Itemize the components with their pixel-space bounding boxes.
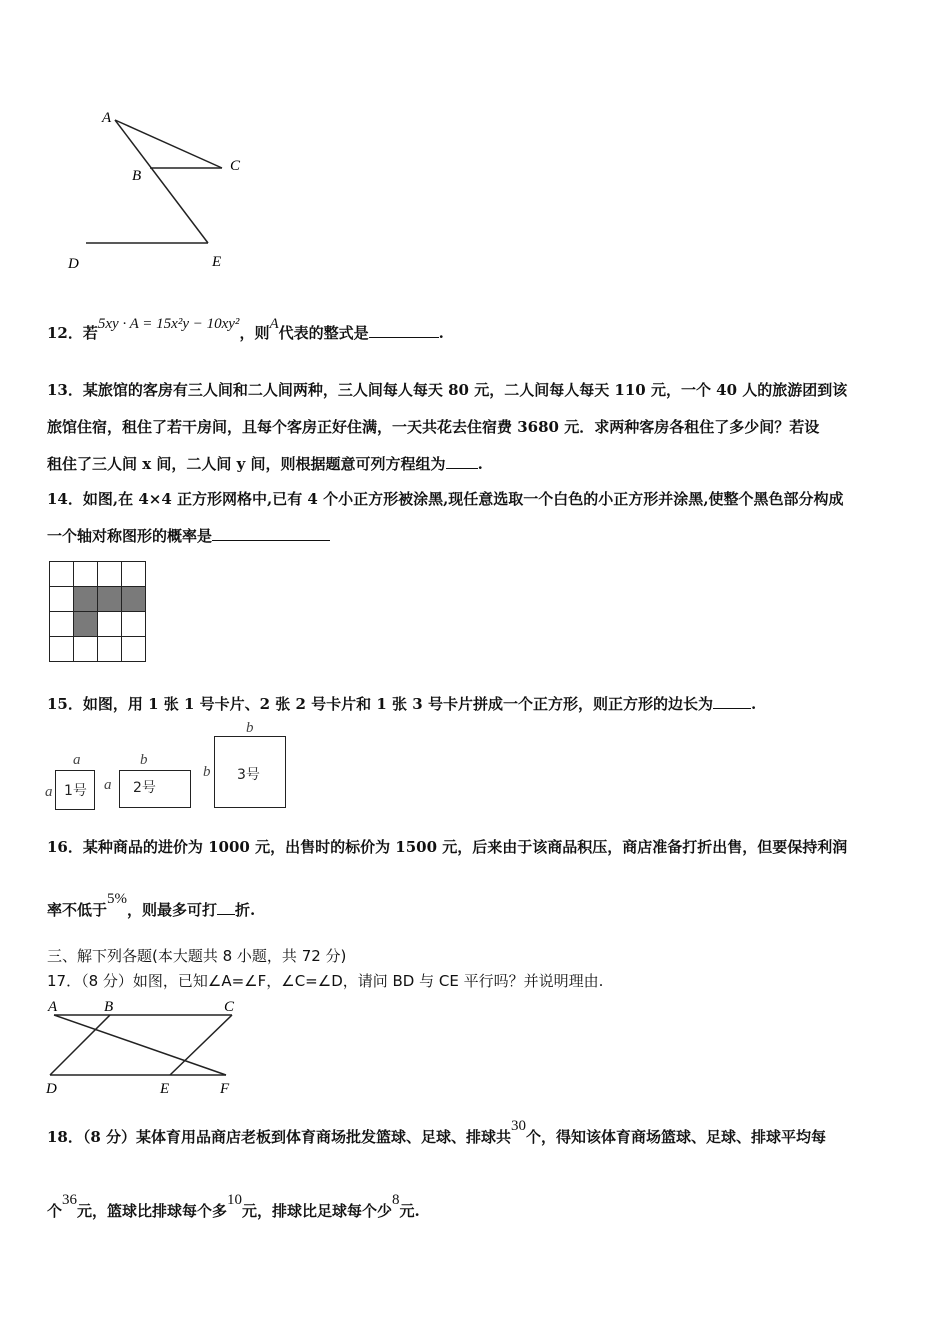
- card-1-label: 1号: [64, 783, 87, 799]
- label-a: A: [102, 110, 112, 126]
- card-3-side-label: b: [203, 764, 211, 780]
- triangle-figure: [60, 100, 260, 280]
- card-3-label: 3号: [237, 767, 260, 783]
- label-f: F: [220, 1081, 230, 1097]
- question-16-line-2: 率不低于5%，则最多可打 折.: [47, 891, 256, 919]
- parallelogram-figure: [40, 995, 250, 1100]
- card-2-label: 2号: [133, 780, 156, 796]
- card-2-side-label: a: [104, 777, 112, 793]
- number-10: 10: [227, 1192, 243, 1208]
- card-1-side-label: a: [45, 784, 53, 800]
- question-12: 12．若5xy · A = 15x²y − 10xy²，则A代表的整式是 .: [47, 316, 444, 342]
- label-d: D: [68, 256, 79, 272]
- card-1-top-label: a: [73, 752, 81, 768]
- card-3-top-label: b: [246, 720, 254, 736]
- answer-blank[interactable]: [212, 526, 330, 541]
- card-2-top-label: b: [140, 752, 148, 768]
- question-18-line-1: 18．（8 分）某体育用品商店老板到体育商场批发篮球、足球、排球共30个，得知该体育商场篮球、足球、排球平均每: [47, 1118, 827, 1146]
- question-18-line-2: 个36元，篮球比排球每个多10元，排球比足球每个少8元.: [47, 1192, 420, 1220]
- section-title: 三、解下列各题(本大题共 8 小题，共 72 分): [47, 947, 347, 965]
- equation: 5xy · A = 15x²y − 10xy²: [97, 316, 240, 332]
- question-14-line-1: 14．如图,在 4×4 正方形网格中,已有 4 个小正方形被涂黑,现任意选取一个白色的小正方形并涂黑,使整个黑色部分构成: [47, 490, 844, 508]
- label-d: D: [46, 1081, 57, 1097]
- grid-4x4: [49, 561, 146, 662]
- label-b: B: [132, 168, 142, 184]
- question-16-line-1: 16．某种商品的进价为 1000 元，出售时的标价为 1500 元，后来由于该商品积压，商店准备打折出售，但要保持利润: [47, 838, 848, 856]
- label-b: B: [104, 999, 114, 1015]
- label-e: E: [160, 1081, 170, 1097]
- number-30: 30: [511, 1118, 527, 1134]
- question-14-line-2: 一个轴对称图形的概率是: [47, 525, 909, 546]
- label-a: A: [48, 999, 58, 1015]
- label-e: E: [212, 254, 222, 270]
- answer-blank[interactable]: [446, 454, 478, 469]
- label-c: C: [224, 999, 235, 1015]
- answer-blank[interactable]: [713, 694, 751, 709]
- question-13-line-2: 旅馆住宿，租住了若干房间，且每个客房正好住满，一天共花去住宿费 3680 元．求两种客房各租住了多少间？若设: [47, 418, 820, 436]
- question-13-line-3: 租住了三人间 x 间，二人间 y 间，则根据题意可列方程组为 .: [47, 455, 483, 473]
- label-c: C: [230, 158, 241, 174]
- question-15: 15．如图，用 1 张 1 号卡片、2 张 2 号卡片和 1 张 3 号卡片拼成一个正方形，则正方形的边长为 .: [47, 695, 757, 713]
- question-17: 17．（8 分）如图，已知∠A=∠F，∠C=∠D，请问 BD 与 CE 平行吗？并说明理由.: [47, 972, 604, 990]
- number-36: 36: [62, 1192, 78, 1208]
- answer-blank[interactable]: [369, 323, 439, 338]
- answer-blank[interactable]: [217, 900, 235, 915]
- question-13-line-1: 13．某旅馆的客房有三人间和二人间两种，三人间每人每天 80 元，二人间每人每天 110 元，一个 40 人的旅游团到该: [47, 381, 848, 399]
- percent: 5%: [107, 891, 128, 907]
- number-8: 8: [392, 1192, 400, 1208]
